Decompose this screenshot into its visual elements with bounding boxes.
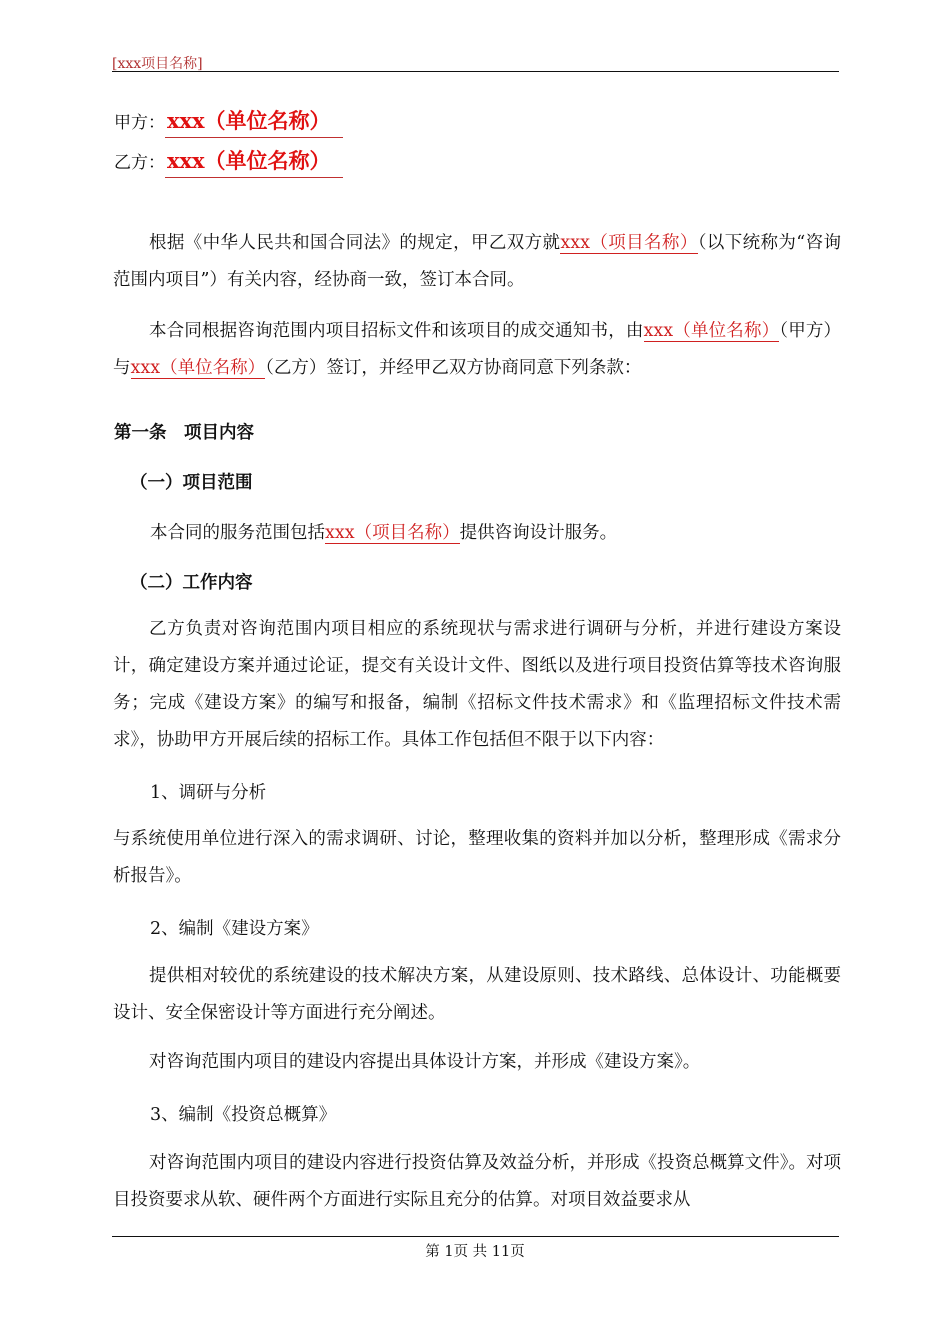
- intro1-text-2: （以下统称为“咨询范围内项目”）有关内容，经协商一致，签订本合同。: [113, 233, 842, 290]
- intro1-text-1: 根据《中华人民共和国合同法》的规定，甲乙双方就: [149, 233, 561, 253]
- intro2-text-3: （乙方）签订，并经甲乙双方协商同意下列条款：: [265, 358, 642, 378]
- item-3-title: 3、编制《投资总概算》: [150, 1105, 337, 1125]
- page-number: 第 1页 共 11页: [425, 1244, 525, 1260]
- section1-project-name: xxx（项目名称）: [325, 523, 460, 543]
- intro2-text-2: （甲方）与: [113, 321, 842, 378]
- party-b-name: xxx（单位名称）: [165, 145, 343, 178]
- intro-paragraph-2: [113, 313, 841, 387]
- section-2-paragraph: 乙方负责对咨询范围内项目相应的系统现状与需求进行调研与分析，并进行建设方案设计，确定建设方案并通过论证，提交有关设计文件、图纸以及进行项目投资估算等技术咨询服务；完成《建设方案》的编写和报备，编制《招标文件技术需求》和《监理招标文件技术需求》，协助甲方开展后续的招标工作。具体工作包括但不限于以下内容：: [113, 619, 841, 750]
- article-1-title: 第一条 项目内容: [114, 423, 254, 443]
- intro2-unit-a: xxx（单位名称）: [643, 321, 780, 341]
- item-2-paragraph-1: 提供相对较优的系统建设的技术解决方案，从建设原则、技术路线、总体设计、功能概要设计、安全保密设计等方面进行充分阐述。: [113, 966, 841, 1023]
- intro1-project-name: xxx（项目名称）: [560, 233, 698, 253]
- section1-text-2: 提供咨询设计服务。: [459, 523, 618, 543]
- header-project-name: [xxx项目名称]: [112, 56, 203, 72]
- intro2-text-1: 本合同根据咨询范围内项目招标文件和该项目的成交通知书，由: [149, 321, 644, 341]
- party-a: [114, 105, 343, 138]
- intro-paragraph-1: [113, 225, 841, 299]
- item-3-paragraph: 对咨询范围内项目的建设内容进行投资估算及效益分析，并形成《投资总概算文件》。对项目投资要求从软、硬件两个方面进行实际且充分的估算。对项目效益要求从: [113, 1153, 841, 1210]
- section-1-text: [150, 519, 617, 544]
- intro2-unit-b: xxx（单位名称）: [130, 358, 266, 378]
- item-1-title: 1、调研与分析: [150, 783, 267, 803]
- footer-divider: [112, 1236, 839, 1237]
- party-b-label: 乙方：: [114, 153, 165, 173]
- header-divider: [112, 71, 839, 72]
- item-2-paragraph-2: 对咨询范围内项目的建设内容提出具体设计方案，并形成《建设方案》。: [149, 1052, 701, 1072]
- party-b: [114, 145, 343, 178]
- party-a-name: xxx（单位名称）: [165, 105, 343, 138]
- section-1-title: （一）项目范围: [130, 473, 253, 493]
- section-2-title: （二）工作内容: [130, 573, 253, 593]
- section1-text-1: 本合同的服务范围包括: [150, 523, 325, 543]
- party-a-label: 甲方：: [114, 113, 165, 133]
- item-2-title: 2、编制《建设方案》: [150, 919, 319, 939]
- item-1-paragraph: 与系统使用单位进行深入的需求调研、讨论，整理收集的资料并加以分析，整理形成《需求分析报告》。: [113, 829, 841, 886]
